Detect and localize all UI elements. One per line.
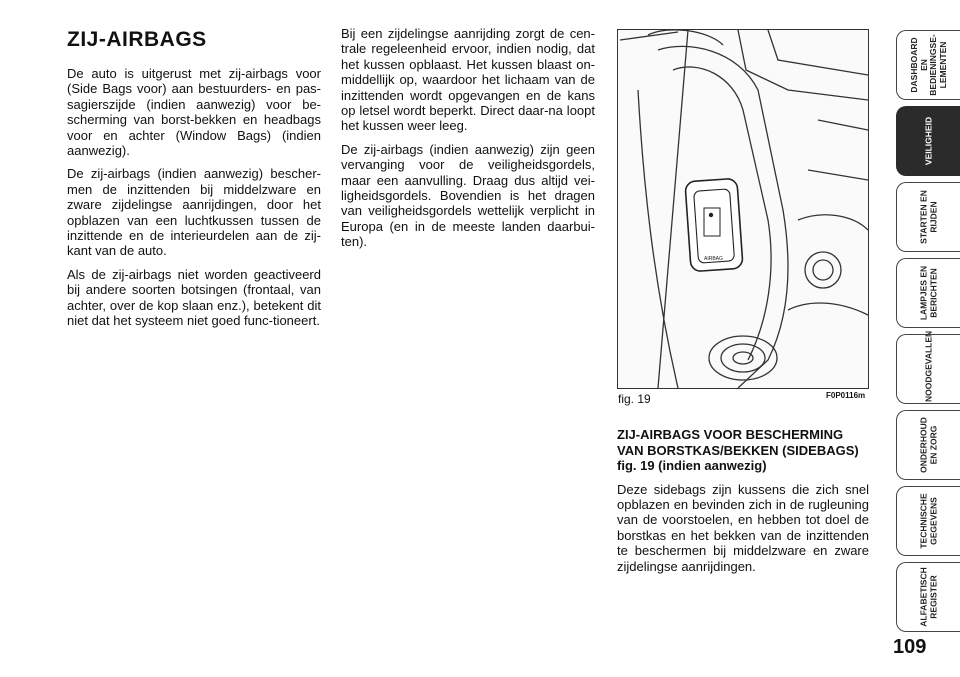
- tab-label: VEILIGHEID: [922, 116, 933, 166]
- page-number: 109: [893, 636, 927, 658]
- tab-starten-en-rijden[interactable]: [896, 182, 960, 252]
- figure-code: F0P0116m: [826, 391, 866, 400]
- tab-label: ONDERHOUD EN ZORG: [918, 417, 938, 473]
- tab-label: NOODGEVALLEN: [922, 330, 933, 402]
- tab-label: STARTEN EN RIJDEN: [918, 190, 938, 244]
- figure-caption: fig. 19: [618, 392, 651, 406]
- figure-side-airbag-seat: [617, 29, 869, 389]
- tab-dashboard[interactable]: [896, 30, 960, 100]
- subsection-heading: ZIJ-AIRBAGS VOOR BESCHERMING VAN BORSTKAS/BEKKEN (SIDEBAGS) fig. 19 (indien aanwezig): [617, 427, 859, 473]
- paragraph: Bij een zijdelingse aanrijding zorgt de cen-trale regeleenheid ervoor, indien nodig, dat het kussen opblaast. Het kussen blaast on-middellijk op, waardoor het lichaam van de inzittenden wordt opgevangen en de kans op letsel wordt beperkt. Direct daar-na loopt het kussen weer leeg.: [341, 26, 595, 134]
- middle-column: [341, 26, 595, 258]
- paragraph: De auto is uitgerust met zij-airbags voor (Side Bags voor) aan bestuurders- en pas-sagierszijde (indien aanwezig) voor be-scherming van borst-bekken en headbags voor en achter (Window Bags) (indien aanwezig).: [67, 66, 321, 159]
- tab-technische-gegevens[interactable]: [896, 486, 960, 556]
- right-column: [617, 427, 869, 582]
- airbag-label-text: AIRBAG: [704, 256, 723, 262]
- tab-alfabetisch-register[interactable]: [896, 562, 960, 632]
- airbag-label-panel: [685, 178, 743, 271]
- paragraph: De zij-airbags (indien aanwezig) zijn geen vervanging voor de veiligheidsgordels, maar een aanvulling. Draag dus altijd vei-ligheidsgordels. Bovendien is het dragen van veiligheidsgordels wettelijk verplicht in Europa (en in de meeste landen daarbui-ten).: [341, 141, 595, 250]
- paragraph: De zij-airbags (indien aanwezig) bescher-men de inzittenden bij middelzware en zware zijdelingse aanrijdingen, door het opblazen van een luchtkussen tussen de inzittende en de interieurdelen aan de zij-kant van de auto.: [67, 166, 321, 259]
- tab-lampjes-en-berichten[interactable]: [896, 258, 960, 328]
- tab-label: TECHNISCHE GEGEVENS: [918, 493, 938, 549]
- tab-label: ALFABETISCH REGISTER: [918, 567, 938, 627]
- seat-illustration: [618, 30, 868, 388]
- paragraph: Als de zij-airbags niet worden geactiveerd bij andere soorten botsingen (frontaal, van achter, over de kop slaan enz.), betekent dit niet dat het systeem niet goed func-tioneert.: [67, 266, 321, 329]
- tab-label: LAMPJES EN BERICHTEN: [918, 265, 938, 321]
- tab-label: DASHBOARD EN BEDIENINGSE- LEMENTEN: [908, 34, 947, 96]
- tab-veiligheid[interactable]: [896, 106, 960, 176]
- left-column: [67, 28, 321, 337]
- section-title: ZIJ-AIRBAGS: [67, 28, 207, 51]
- paragraph: Deze sidebags zijn kussens die zich snel opblazen en bevinden zich in de rugleuning van de voorstoelen, en hebben tot doel de borstkas en het bekken van de inzittenden te beschermen bij middelzware en zware zijdelingse aanrijdingen.: [617, 481, 869, 574]
- tab-noodgevallen[interactable]: [896, 330, 960, 404]
- tab-onderhoud-en-zorg[interactable]: [896, 410, 960, 480]
